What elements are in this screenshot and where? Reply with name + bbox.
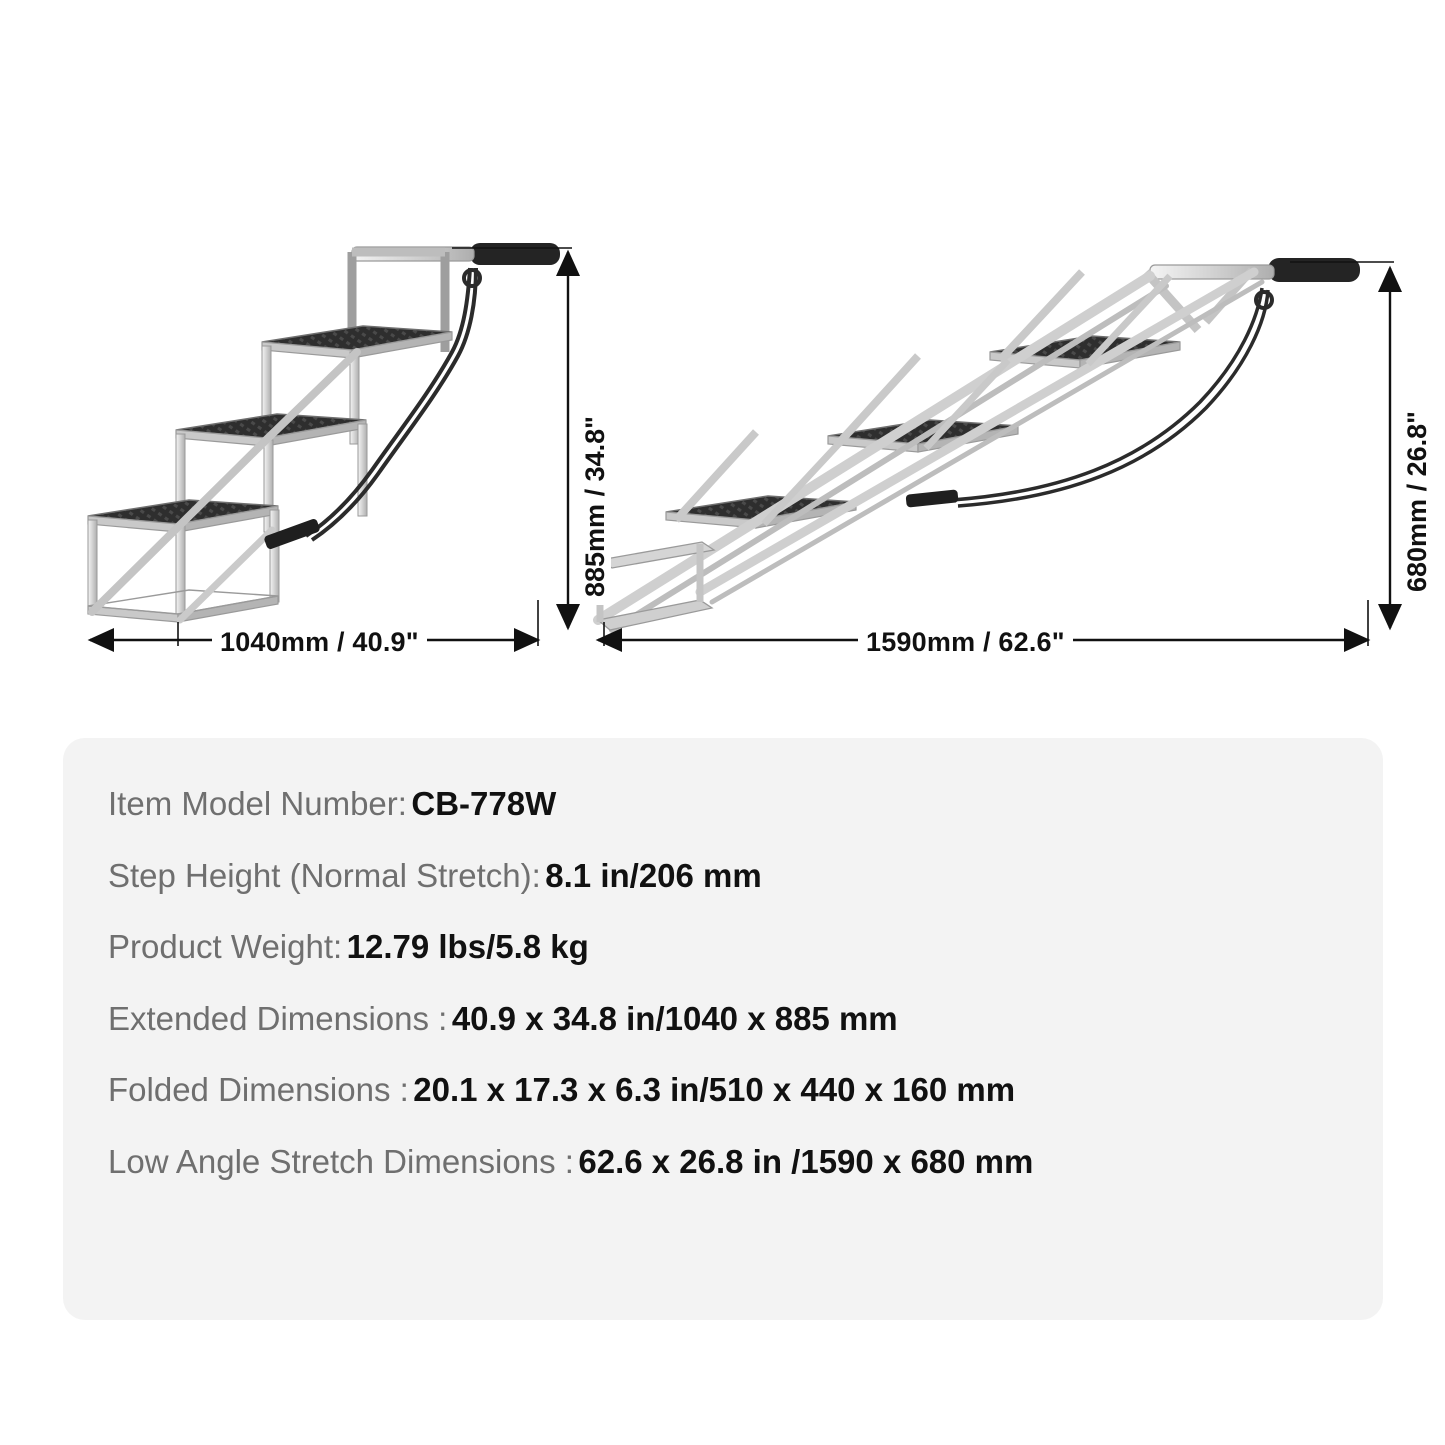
left-height-label: 885mm / 34.8" (580, 408, 611, 605)
spec-label: Folded Dimensions : (108, 1071, 409, 1109)
diagram-svg (0, 0, 1445, 700)
spec-label: Low Angle Stretch Dimensions : (108, 1142, 574, 1180)
spec-row-folded-dimensions (108, 1068, 1353, 1113)
spec-row-extended-dimensions (108, 997, 1353, 1042)
specifications-list (108, 782, 1353, 1211)
spec-row-model (108, 782, 1353, 827)
left-width-label: 1040mm / 40.9" (212, 627, 427, 658)
spec-label: Extended Dimensions : (108, 999, 448, 1037)
spec-label: Step Height (Normal Stretch): (108, 856, 541, 894)
spec-value: CB-778W (411, 785, 557, 822)
left-product-illustration (88, 243, 572, 646)
spec-value: 40.9 x 34.8 in/1040 x 885 mm (451, 999, 898, 1037)
right-height-label: 680mm / 26.8" (1402, 403, 1433, 600)
spec-value: 12.79 lbs/5.8 kg (346, 928, 589, 966)
spec-label: Item Model Number: (108, 785, 407, 822)
specifications-card (63, 738, 1383, 1320)
product-diagram (0, 0, 1445, 700)
spec-row-weight (108, 925, 1353, 970)
spec-value: 8.1 in/206 mm (545, 856, 762, 894)
spec-row-step-height (108, 854, 1353, 899)
right-width-label: 1590mm / 62.6" (858, 627, 1073, 658)
spec-row-low-angle-dimensions (108, 1140, 1353, 1185)
right-product-illustration (598, 258, 1394, 646)
spec-value: 20.1 x 17.3 x 6.3 in/510 x 440 x 160 mm (413, 1071, 1016, 1109)
spec-value: 62.6 x 26.8 in /1590 x 680 mm (578, 1142, 1034, 1180)
spec-label: Product Weight: (108, 928, 343, 966)
